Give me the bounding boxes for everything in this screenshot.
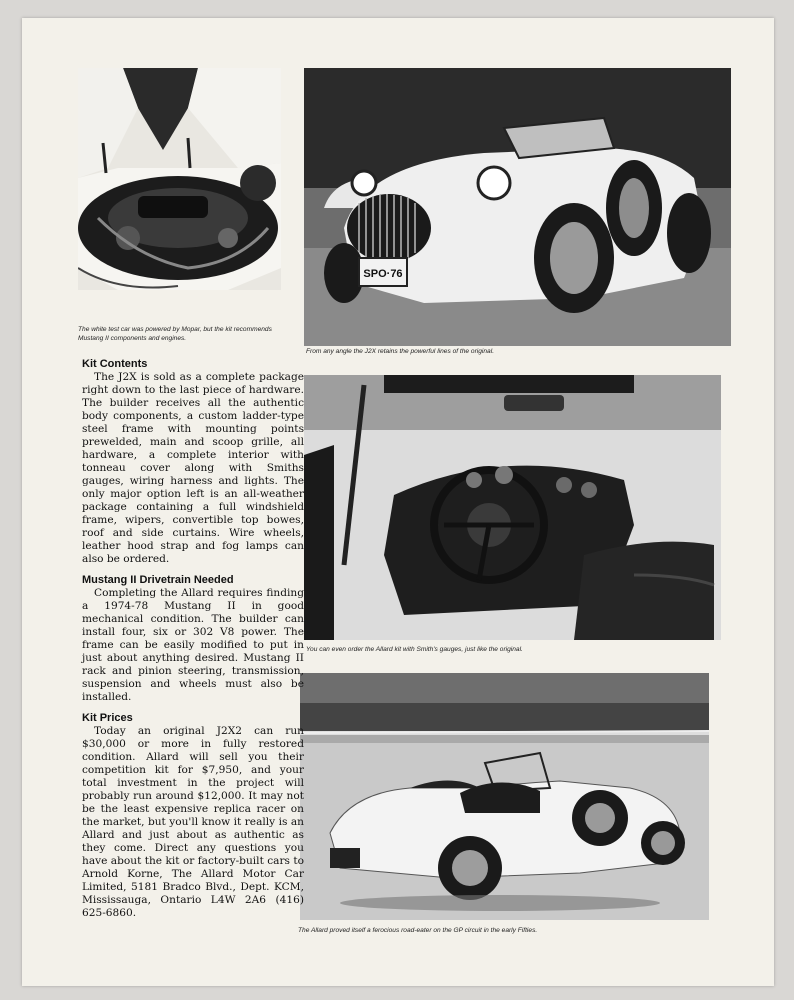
section-drivetrain (82, 574, 304, 704)
heading-drivetrain: Mustang II Drivetrain Needed (82, 574, 234, 586)
front-photo-caption: From any angle the J2X retains the powerful lines of the original. (306, 348, 495, 355)
side-view-photo (300, 673, 709, 920)
body-drivetrain: Completing the Allard requires finding a 1974-78 Mustang II in good mechanical condition. The builder can install four, six or 302 V8 power. The frame can be easily modified to put in just about anything desired. Mustang II rack and pinion steering, transmission, suspension and wheels must also be installed. (82, 587, 304, 703)
license-plate: SPO·76 (363, 268, 403, 280)
body-kit-prices: Today an original J2X2 can run $30,000 or more in fully restored condition. Allard will sell you their competition kit for $7,950, and your total investment in the project will probably run around $12,000. It may not be the least expensive replica racer on the market, but you'll know it really is an Allard and just about as authentic as they come. Direct any questions you have about the kit or factory-built cars to Arnold Korne, The Allard Motor Car Limited, 5181 Bradco Blvd., Dept. KCM, Mississauga, Ontario L4W 2A6 (416) 625-6860. (82, 725, 304, 919)
engine-photo-caption: The white test car was powered by Mopar, but the kit recommends Mustang II components and engines. (78, 326, 272, 342)
heading-kit-prices: Kit Prices (82, 712, 133, 724)
side-photo-caption: The Allard proved itself a ferocious road-eater on the GP circuit in the early Fifties. (298, 927, 538, 934)
dash-photo-caption: You can even order the Allard kit with Smith's gauges, just like the original. (306, 646, 523, 653)
section-kit-prices (82, 712, 304, 920)
dashboard-photo (304, 375, 721, 640)
magazine-page (22, 18, 774, 986)
article-text-column (82, 358, 304, 928)
front-view-photo (304, 68, 731, 346)
body-kit-contents: The J2X is sold as a complete package right down to the last piece of hardware. The builder receives all the authentic body components, a custom ladder-type steel frame with mounting points prewelded, main and scoop grille, all hardware, a complete interior with tonneau cover along with Smiths gauges, wiring harness and lights. The only major option left is an all-weather package containing a full windshield frame, wipers, convertible top bowes, roof and side curtains. Wire wheels, leather hood strap and fog lamps can also be ordered. (82, 371, 304, 565)
section-kit-contents (82, 358, 304, 566)
heading-kit-contents: Kit Contents (82, 358, 148, 370)
engine-bay-photo (78, 68, 281, 290)
